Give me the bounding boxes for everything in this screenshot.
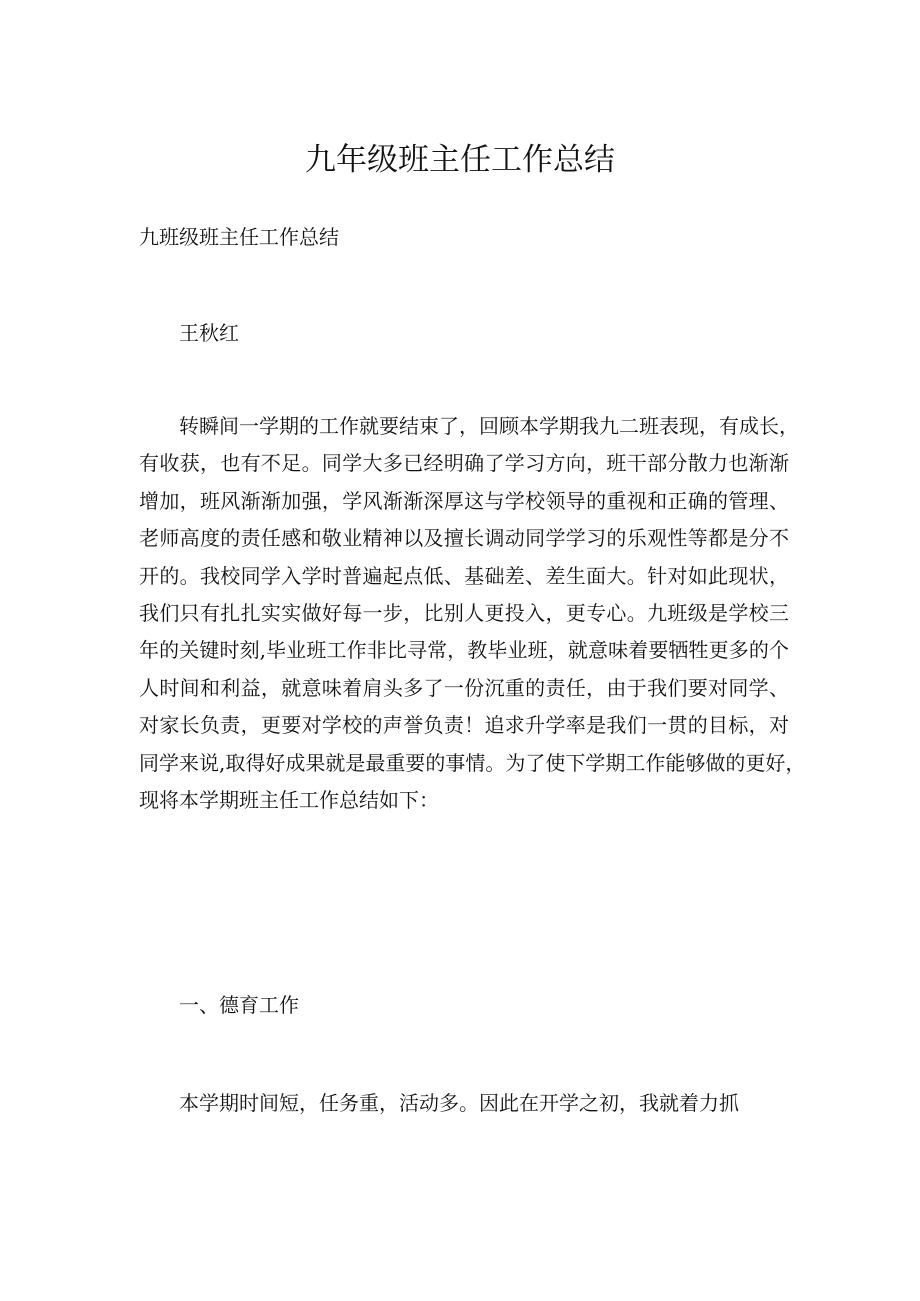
paragraph-line: 开的。我校同学入学时普遍起点低、基础差、差生面大。针对如此现状， <box>139 563 789 588</box>
section-heading: 一、德育工作 <box>179 993 299 1017</box>
paragraph-line: 增加，班风渐渐加强，学风渐渐深厚这与学校领导的重视和正确的管理、 <box>139 488 789 513</box>
paragraph-line: 老师高度的责任感和敬业精神以及擅长调动同学学习的乐观性等都是分不 <box>139 526 789 551</box>
intro-paragraph <box>139 408 806 819</box>
paragraph-line: 我们只有扎扎实实做好每一步，比别人更投入，更专心。九班级是学校三 <box>139 600 789 625</box>
paragraph-line: 同学来说,取得好成果就是最重要的事情。为了使下学期工作能够做的更好， <box>139 750 806 775</box>
section-paragraph: 本学期时间短，任务重，活动多。因此在开学之初，我就着力抓 <box>179 1091 739 1115</box>
paragraph-line: 有收获，也有不足。同学大多已经明确了学习方向，班干部分散力也渐渐 <box>139 451 789 476</box>
document-subtitle: 九班级班主任工作总结 <box>139 225 339 249</box>
paragraph-line: 对家长负责，更要对学校的声誉负责！追求升学率是我们一贯的目标，对 <box>139 713 789 738</box>
paragraph-line: 人时间和利益，就意味着肩头多了一份沉重的责任，由于我们要对同学、 <box>139 675 789 700</box>
document-title: 九年级班主任工作总结 <box>305 142 615 178</box>
paragraph-line: 年的关键时刻,毕业班工作非比寻常，教毕业班，就意味着要牺牲更多的个 <box>139 638 789 663</box>
paragraph-line: 现将本学期班主任工作总结如下： <box>139 787 439 812</box>
author-name: 王秋红 <box>179 321 239 345</box>
paragraph-line: 转瞬间一学期的工作就要结束了，回顾本学期我九二班表现，有成长， <box>179 414 799 438</box>
